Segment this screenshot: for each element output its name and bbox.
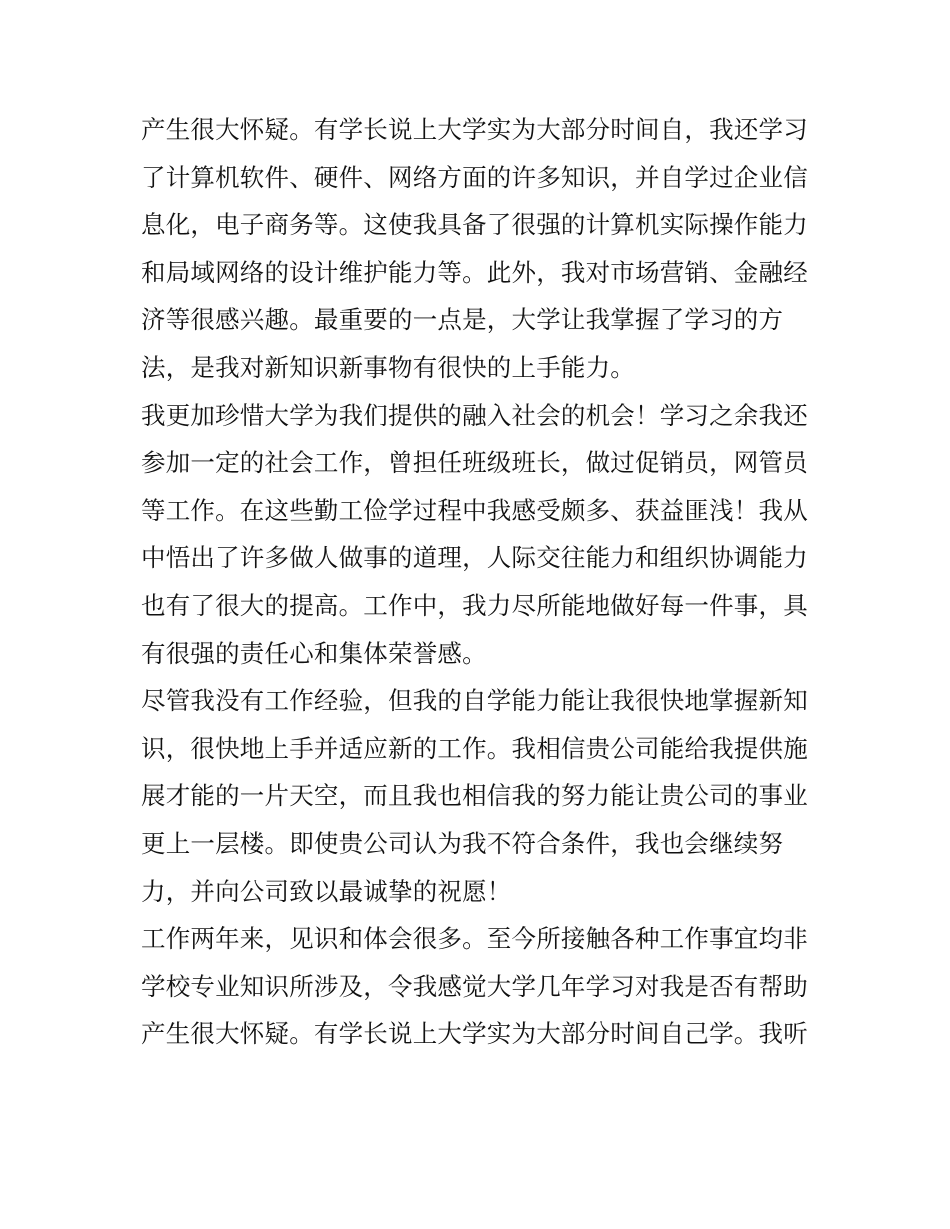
text-line: 济等很感兴趣。最重要的一点是，大学让我掌握了学习的方 — [141, 305, 784, 335]
text-line: 等工作。在这些勤工俭学过程中我感受颇多、获益匪浅！我从 — [141, 495, 808, 525]
text-line: 法，是我对新知识新事物有很快的上手能力。 — [141, 352, 635, 382]
text-line: 工作两年来，见识和体会很多。至今所接触各种工作事宜均非 — [141, 924, 808, 954]
text-line: 息化，电子商务等。这使我具备了很强的计算机实际操作能力 — [141, 210, 808, 240]
text-line: 尽管我没有工作经验，但我的自学能力能让我很快地掌握新知 — [141, 686, 808, 716]
text-line: 中悟出了许多做人做事的道理，人际交往能力和组织协调能力 — [141, 543, 808, 573]
text-line: 了计算机软件、硬件、网络方面的许多知识，并自学过企业信 — [141, 162, 808, 192]
document-body — [141, 106, 821, 1058]
text-line: 产生很大怀疑。有学长说上大学实为大部分时间自，我还学习 — [141, 115, 808, 144]
text-line: 识，很快地上手并适应新的工作。我相信贵公司能给我提供施 — [141, 733, 808, 763]
text-line: 更上一层楼。即使贵公司认为我不符合条件，我也会继续努 — [141, 828, 784, 858]
text-line: 我更加珍惜大学为我们提供的融入社会的机会！学习之余我还 — [141, 400, 808, 430]
text-line: 有很强的责任心和集体荣誉感。 — [141, 638, 487, 668]
text-line: 学校专业知识所涉及，令我感觉大学几年学习对我是否有帮助 — [141, 971, 808, 1001]
text-line: 力，并向公司致以最诚挚的祝愿！ — [141, 876, 512, 906]
text-line: 产生很大怀疑。有学长说上大学实为大部分时间自己学。我听 — [141, 1019, 808, 1049]
text-line: 也有了很大的提高。工作中，我力尽所能地做好每一件事，具 — [141, 590, 808, 620]
text-line: 展才能的一片天空，而且我也相信我的努力能让贵公司的事业 — [141, 781, 808, 811]
text-line: 参加一定的社会工作，曾担任班级班长，做过促销员，网管员 — [141, 448, 808, 478]
text-line: 和局域网络的设计维护能力等。此外，我对市场营销、金融经 — [141, 257, 808, 287]
